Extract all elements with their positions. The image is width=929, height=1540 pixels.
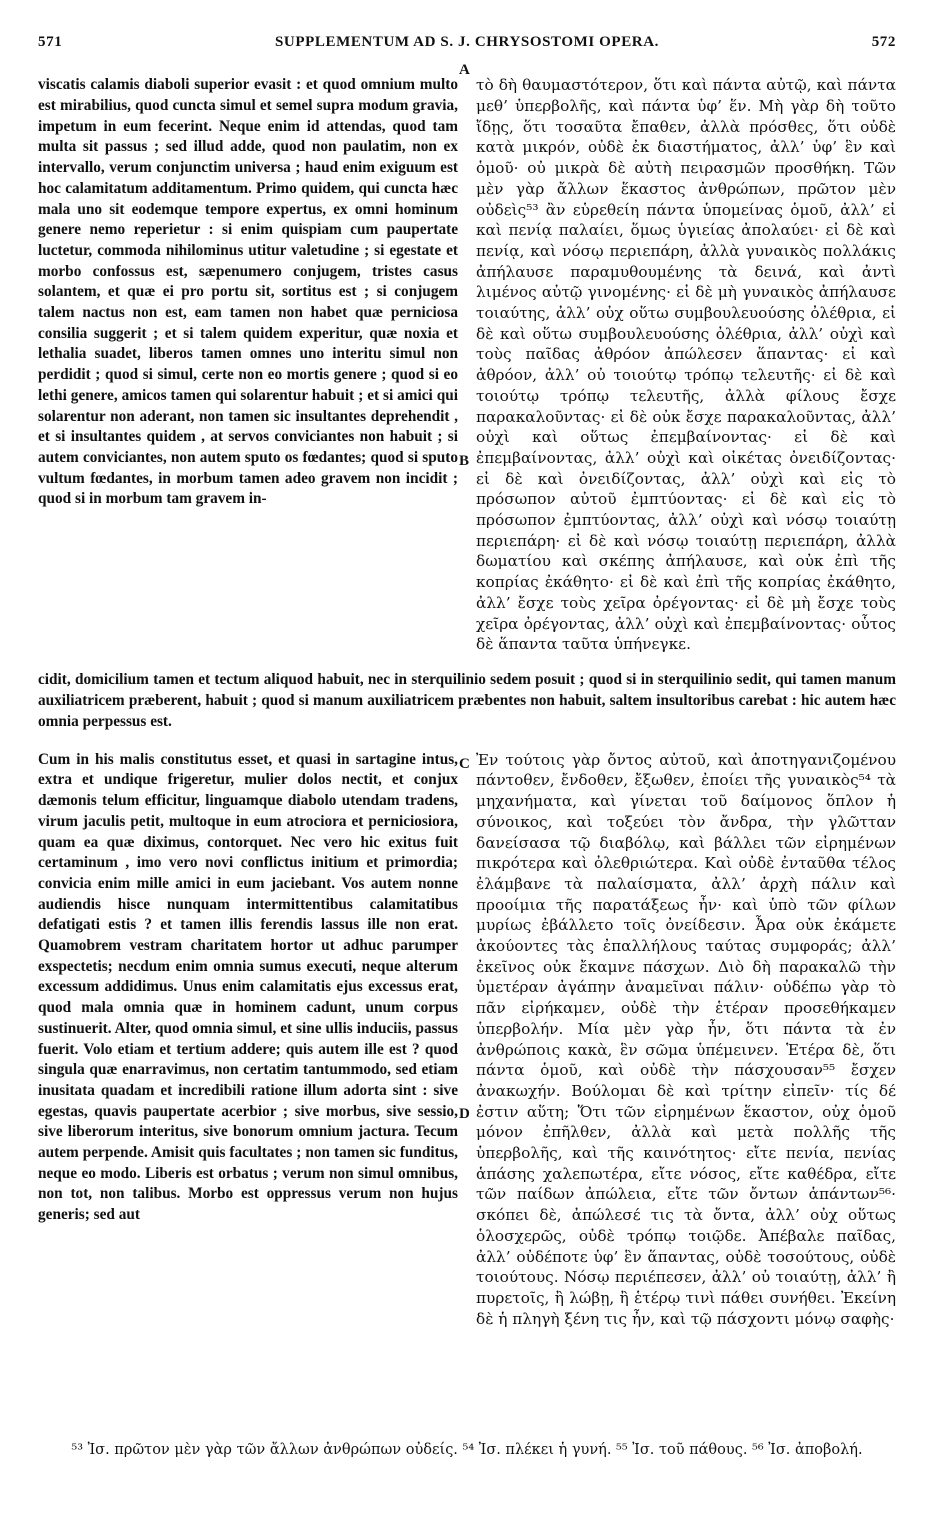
greek-column-2: Ἐν τούτοις γὰρ ὄντος αὐτοῦ, καὶ ἀποτηγανιζομένου πάντοθεν, ἔνδοθεν, ἔξωθεν, ἐποίει τῆς γυναικὸς⁵⁴ τὰ μηχανήματα, καὶ γίνεται τοῦ δαίμονος ὅπλον ἡ σύνοικος, καὶ τοξεύει τὸν ἄνδρα, τὴν γλῶτταν δανείσασα τῷ διαβόλῳ, καὶ βάλλει τῶν εἰρημένων πικρότερα καὶ ὀλεθριώτερα. Καὶ οὐδὲ ἐνταῦθα τέλος ἐλάμβανε τὰ παλαίσματα, ἀλλ’ ἀρχὴ πάλιν καὶ προοίμια τῆς παρατάξεως ἦν· καὶ ὑπὸ τῶν φίλων μυρίως ἐβάλλετο τοῖς ὀνείδεσιν. Ἆρα οὐκ ἐκάμετε ἀκούοντες τὰς ἐπαλλήλους ταύτας συμφοράς; ἀλλ’ ἐκεῖνος οὐκ ἔκαμνε πάσχων. Διὸ δὴ παρακαλῶ τὴν ὑμετέραν ἀγάπην ἀναμεῖναι πάλιν· οὐδέπω γὰρ τὸ πᾶν εἰρήκαμεν, οὐδὲ τὴν ἑτέραν προσεθήκαμεν ὑπερβολήν. Μία μὲν γὰρ ἦν, ὅτι πάντα τὰ ἐν ἀνθρώποις κακὰ, ἓν σῶμα ὑπέμεινεν. Ἑτέρα δὲ, ὅτι πάντα ὁμοῦ, καὶ οὐδὲ τὴν πάσχουσαν⁵⁵ ἔσχεν ἀνακωχήν. Βούλομαι δὲ καὶ τρίτην εἰπεῖν· τίς δέ ἐστιν αὕτη; Ὅτι τῶν εἰρημένων ἕκαστον, οὐχ ὁμοῦ μόνον ἐπῆλθεν, ἀλλὰ καὶ μετὰ πολλῆς τῆς ὑπερβολῆς, καὶ τῆς καινότητος· εἴτε πενία, πενίας ἁπάσης χαλεπωτέρα, εἴτε νόσος, εἴτε καθέδρα, εἴτε τῶν παίδων ἀπώλεια, εἴτε τῶν ὄντων ἁπάντων⁵⁶· σκόπει δὲ, ἀπώλεσέ τις τὰ ὄντα, ἀλλ’ οὐχ οὕτως ὁλοσχερῶς, οὐδὲ τρόπῳ τοιῷδε. Ἀπέβαλε παῖδας, ἀλλ’ οὐδέποτε ὑφ’ ἓν ἅπαντας, οὐδὲ τοσούτους, οὐδὲ τοιούτους. Νόσῳ περιέπεσεν, ἀλλ’ οὐ τοιαύτῃ, ἀλλ’ ἢ πυρετοῖς, ἢ λώβῃ, ἢ ἑτέρῳ τινὶ πάθει συνήθει. Ἐκείνη δὲ ἡ πληγὴ ξένη τις ἦν, καὶ τῷ πάσχοντι μόνῳ σαφὴς· [476,750,896,1328]
latin-fullwidth-text: cidit, domicilium tamen et tectum aliquod habuit, nec in sterquilinio sedem posuit ; quod si in sterquilinio sedit, qui tamen manum auxiliatricem præberent, habuit ; quod si manum auxiliatricem præbentes non habuit, saltem insultoribus carebat : hic autem hæc omnia perpessus est. [38,671,896,730]
section-two [38,734,896,1344]
section-marker-b: B [459,453,470,469]
running-title: SUPPLEMENTUM AD S. J. CHRYSOSTOMI OPERA. [274,34,660,50]
section-marker-c: C [459,756,470,773]
section-marker-d: D [459,1106,470,1123]
left-page-number: 571 [38,34,63,50]
right-page-number: 572 [871,34,896,50]
section-marker-a: A [459,62,470,78]
footnotes: ⁵³ Ἰσ. πρῶτον μὲν γὰρ τῶν ἄλλων ἀνθρώπων οὐδείς. ⁵⁴ Ἰσ. πλέκει ἡ γυνή. ⁵⁵ Ἰσ. τοῦ πάθους. ⁵⁶ Ἰσ. ἀποβολή. [71,1442,863,1458]
greek-column-1: τὸ δὴ θαυμαστότερον, ὅτι καὶ πάντα αὐτῷ, καὶ πάντα μεθ’ ὑπερβολῆς, καὶ πάντα ὑφ’ ἕν. Μὴ γὰρ δὴ τοῦτο ἴδῃς, ὅτι τοσαῦτα ἔπαθεν, ἀλλὰ πρόσθες, ὅτι οὐδὲ κατὰ μικρόν, οὐδὲ ἐκ διαστήματος, ἀλλ’ ὑφ’ ἓν καὶ ὁμοῦ· οὐ μικρὰ δὲ αὐτὴ πειρασμῶν προσθήκη. Τῶν μὲν γὰρ ἄλλων ἕκαστος ἀνθρώπων, πρῶτον μὲν οὐδεὶς⁵³ ἂν εὑρεθείη πάντα ὑπομείνας ὁμοῦ, ἀλλ’ εἰ καὶ πενίᾳ παλαίει, ὅμως ὑγιείας ἀπολαύει· εἰ δὲ καὶ πενίᾳ, καὶ νόσῳ περιεπάρη, ἀλλὰ γυναικὸς πολλάκις ἀπήλαυσε παραμυθουμένης τὰ δεινά, καὶ ἀντὶ λιμένος αὐτῷ γινομένης· εἰ δὲ μὴ γυναικὸς ἀπήλαυσε τοιαύτης, ἀλλ’ οὐχ οὕτω συμβουλευούσης ὀλέθρια, εἰ δὲ καὶ οὕτω συμβουλευούσης ὀλέθρια, ἀλλ’ οὐχὶ καὶ τοὺς παῖδας ἀθρόον ἀπώλεσεν ἅπαντας· εἰ καὶ ἀθρόον, ἀλλ’ οὐ τοιούτῳ τρόπῳ τελευτῆς· εἰ δὲ καὶ τοιούτῳ τρόπῳ τελευτῆς, ἀλλὰ φίλους ἔσχε παρακαλοῦντας· εἰ δὲ οὐκ ἔσχε παρακαλοῦντας, ἀλλ’ οὐχὶ καὶ οὕτως ἐπεμβαίνοντας· εἰ δὲ καὶ ἐπεμβαίνοντας, ἀλλ’ οὐχὶ καὶ οἰκέτας ὀνειδίζοντας· εἰ δὲ καὶ ὀνειδίζοντας, ἀλλ’ οὐχὶ καὶ εἰς τὸ πρόσωπον αὐτοῦ ἐμπτύοντας· εἰ δὲ καὶ εἰς τὸ πρόσωπον ἐμπτύοντας, ἀλλ’ οὐχὶ καὶ νόσῳ τοιαύτῃ περιεπάρη· εἰ δὲ καὶ νόσῳ τοιαύτῃ περιεπάρη, ἀλλὰ δωματίου καὶ σκέπης ἀπήλαυσε, καὶ οὐκ ἐπὶ τῆς κοπρίας ἐκάθητο· εἰ δὲ καὶ ἐπὶ τῆς κοπρίας ἐκάθητο, ἀλλ’ ἔσχε τοὺς χεῖρα ὀρέγοντας· εἰ δὲ μὴ ἔσχε τοὺς χεῖρα ὀρέγοντας, ἀλλ’ οὐχὶ καὶ ἐπεμβαίνοντας· οὗτος δὲ ἅπαντα ταῦτα ὑπήνεγκε. [476,76,896,654]
running-header [38,30,896,60]
section-one [38,60,896,670]
latin-column-2: Cum in his malis constitutus esset, et quasi in sartagine intus, extra et undique frigeretur, mulier dolos nectit, et conjux dæmonis telum efficitur, linguamque diabolo utendam tradens, virum jaculis petit, multoque in eum atrociora et perniciosiora, quam ea quæ diximus, contorquet. Nec vero hic exitus fuit certaminum , imo vero novi conflictus initium et primordia; convicia enim mille amici in eum jaciebant. Vos autem nonne audiendis hisce nunquam intermittentibus calamitatibus defatigati estis ? et tamen illis ferendis lassus ille non erat. Quamobrem vestram charitatem hortor ut adhuc parumper exspectetis; necdum enim omnia sumus executi, neque alterum excessum addidimus. Unus enim calamitatis ejus excessus erat, quod mala omnia quæ in hominem cadunt, unum corpus sustinuerit. Alter, quod omnia simul, et sine ullis induciis, passus fuerit. Volo etiam et tertium addere; quis autem ille est ? quod singula quæ enarravimus, non certatim tantummodo, sed etiam inusitata quadam et incredibili ratione illum adorta sint : sive egestas, quavis paupertate acerbior ; sive morbus, sive sessio, sive liberorum interitus, sive bonorum omnium jactura. Tecum autem perpende. Amisit quis facultates ; non tamen sic funditus, neque eo modo. Liberis est orbatus ; verum non simul omnibus, non tot, non talibus. Morbo est oppressus verum non hujus generis; sed aut [38,750,458,1224]
latin-column-1: viscatis calamis diaboli superior evasit : et quod omnium multo est mirabilius, quod cuncta simul et semel supra modum gravia, impetum in eum fecerint. Neque enim id attendas, quod tam multa sit passus ; sed illud adde, quod non paulatim, non ex intervallo, verum conjunctim universa ; haud enim exiguum est hoc calamitatum additamentum. Primo quidem, qui cuncta hæc mala uno sit eodemque tempore expertus, ex omni hominum genere nemo reperietur : si enim quispiam cum paupertate luctetur, commoda nihilominus utitur valetudine ; si egestate et morbo confossus est, sæpenumero conjugem, tristes casus solantem, et quæ ei pro portu sit, sortitus est ; si conjugem talem nactus non est, eam tamen non habet quæ perniciosa consilia suggerit ; et si talem quidem experitur, quæ noxia et lethalia suadet, liberos tamen omnes uno interitu simul non perdidit ; quod si simul, certe non eo mortis genere ; quod si eo lethi genere, amicos tamen qui solarentur habuit ; et si amici qui solarentur non aderant, non tamen sic insultantes deprehendit , et si insultantes quidem , at servos conviciantes non habuit ; si autem conviciantes, non autem sputo os fœdantes; quod si sputo vultum fœdantes, in morbum tamen adeo gravem non incidit ; quod si in morbum tam gravem in- [38,76,458,508]
book-page [38,30,896,1520]
